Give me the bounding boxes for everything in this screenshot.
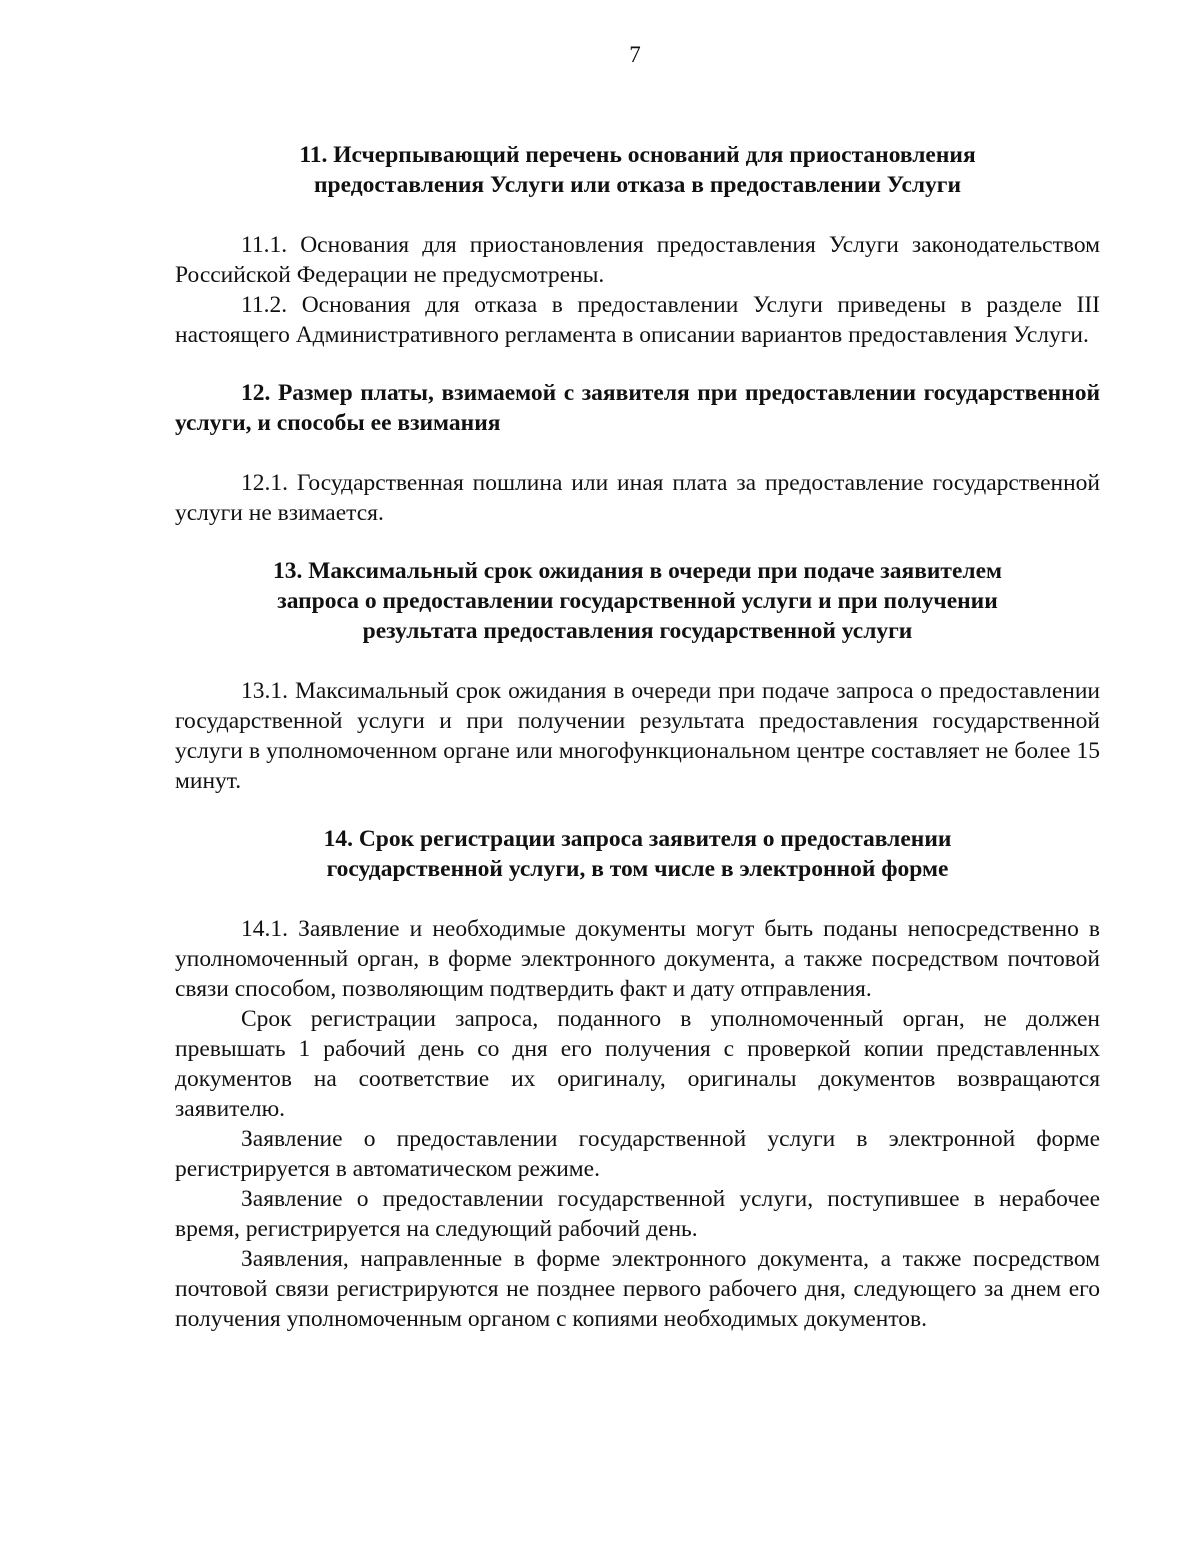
paragraph: Заявления, направленные в форме электронного документа, а также посредством почтовой связи регистрируются не позднее первого рабочего дня, следующего за днем его получения уполномоченным органом с копиями необходимых документов. xyxy=(175,1246,1100,1332)
paragraph: 12.1. Государственная пошлина или иная плата за предоставление государственной услуги не взимается. xyxy=(175,470,1100,526)
page-number: 7 xyxy=(629,42,641,67)
section-heading-line: 13. Максимальный срок ожидания в очереди при подаче заявителем xyxy=(272,558,1003,584)
section-heading-line: 11. Исчерпывающий перечень оснований для приостановления xyxy=(299,142,976,168)
paragraph: Заявление о предоставлении государственной услуги в электронной форме регистрируется в автоматическом режиме. xyxy=(175,1126,1100,1182)
section-heading-line: 14. Срок регистрации запроса заявителя о предоставлении xyxy=(323,826,952,852)
paragraph: Заявление о предоставлении государственной услуги, поступившее в нерабочее время, регистрируется на следующий рабочий день. xyxy=(175,1186,1100,1242)
section-heading xyxy=(175,556,1100,646)
section-12 xyxy=(175,378,1100,528)
paragraph: Срок регистрации запроса, поданного в уполномоченный орган, не должен превышать 1 рабочий день со дня его получения с проверкой копии представленных документов на соответствие их оригиналу, оригиналы документов возвращаются заявителю. xyxy=(175,1006,1100,1122)
section-heading-line: результата предоставления государственной услуги xyxy=(362,618,913,644)
section-14 xyxy=(175,824,1100,1334)
paragraph: 13.1. Максимальный срок ожидания в очереди при подаче запроса о предоставлении государственной услуги и при получении результата предоставления государственной услуги в уполномоченном органе или многофункциональном центре составляет не более 15 минут. xyxy=(175,678,1100,794)
section-heading: 12. Размер платы, взимаемой с заявителя при предоставлении государственной услуги, и способы ее взимания xyxy=(175,380,1100,436)
document-body xyxy=(175,140,1100,1334)
paragraph: 14.1. Заявление и необходимые документы могут быть поданы непосредственно в уполномоченный орган, в форме электронного документа, а также посредством почтовой связи способом, позволяющим подтвердить факт и дату отправления. xyxy=(175,916,1100,1002)
paragraph: 11.1. Основания для приостановления предоставления Услуги законодательством Российской Федерации не предусмотрены. xyxy=(175,232,1100,288)
section-heading-line: государственной услуги, в том числе в электронной форме xyxy=(326,856,949,882)
section-heading-line: запроса о предоставлении государственной услуги и при получении xyxy=(277,588,998,614)
section-heading xyxy=(175,140,1100,200)
section-13 xyxy=(175,556,1100,796)
section-heading-line: предоставления Услуги или отказа в предоставлении Услуги xyxy=(313,172,962,198)
paragraph: 11.2. Основания для отказа в предоставлении Услуги приведены в разделе III настоящего Административного регламента в описании вариантов предоставления Услуги. xyxy=(175,292,1100,348)
section-11 xyxy=(175,140,1100,350)
section-heading xyxy=(175,824,1100,884)
